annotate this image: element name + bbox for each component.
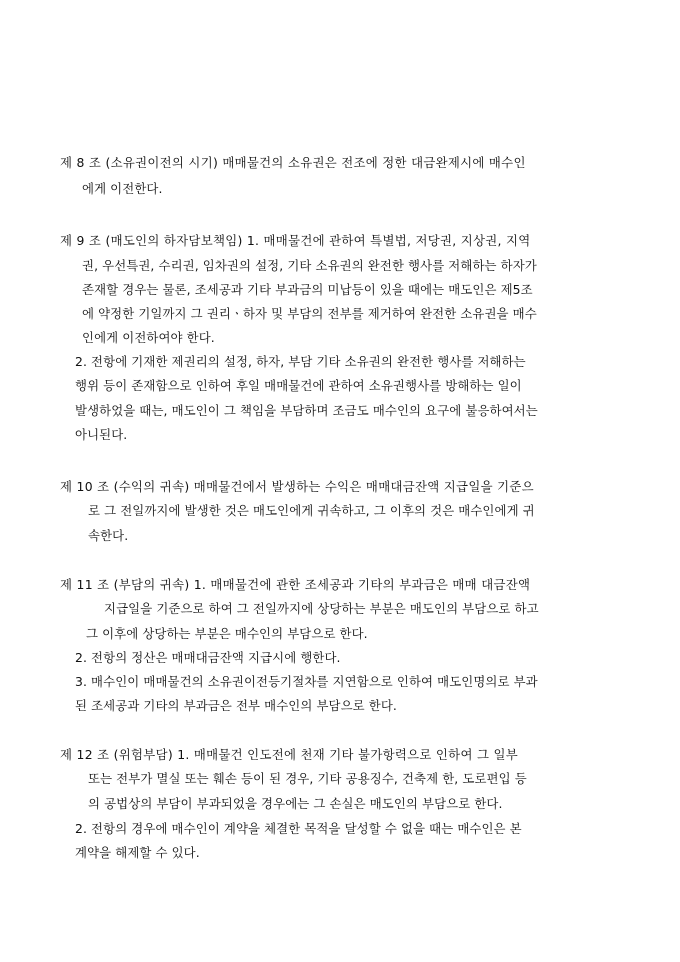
article-8-heading-line: 제 8 조 (소유권이전의 시기) 매매물건의 소유권은 전조에 정한 대금완제시에 매수인 (60, 155, 526, 170)
article-12-line: 계약을 해제할 수 있다. (75, 845, 200, 860)
article-12-line: 의 공법상의 부담이 부과되었을 경우에는 그 손실은 매도인의 부담으로 한다. (88, 796, 503, 811)
article-9-line: 인에게 이전하여야 한다. (82, 330, 215, 345)
article-11-clause-3-line: 3. 매수인이 매매물건의 소유권이전등기절차를 지연함으로 인하여 매도인명의로 부과 (75, 674, 538, 689)
article-9-line: 발생하었을 때는, 매도인이 그 책임을 부담하며 조금도 매수인의 요구에 불응하여서는 (75, 403, 538, 418)
article-11-heading-line: 제 11 조 (부담의 귀속) 1. 매매물건에 관한 조세공과 기타의 부과금은 매매 대금잔액 (60, 577, 531, 592)
article-10-line: 속한다. (88, 528, 129, 543)
article-11-line: 된 조세공과 기타의 부과금은 전부 매수인의 부담으로 한다. (75, 698, 397, 713)
article-9-clause-2-line: 2. 전항에 기재한 제권리의 설정, 하자, 부담 기타 소유권의 완전한 행사를 저해하는 (75, 354, 526, 369)
article-12-heading-line: 제 12 조 (위험부담) 1. 매매물건 인도전에 천재 기타 불가항력으로 인하여 그 일부 (60, 747, 518, 762)
article-8-line: 에게 이전한다. (82, 181, 163, 196)
article-10-line: 로 그 전일까지에 발생한 것은 매도인에게 귀속하고, 그 이후의 것은 매수인에게 귀 (88, 503, 535, 518)
article-9-line: 에 약정한 기일까지 그 권리ㆍ하자 및 부담의 전부를 제거하여 완전한 소유권을 매수 (82, 306, 537, 321)
article-11-line: 지급일을 기준으로 하여 그 전일까지에 상당하는 부분은 매도인의 부담으로 하고 (104, 601, 539, 616)
article-9-line: 권, 우선특권, 수리권, 임차권의 설정, 기타 소유권의 완전한 행사를 저해하는 하자가 (82, 258, 537, 273)
article-11-line: 그 이후에 상당하는 부분은 매수인의 부담으로 한다. (86, 626, 368, 641)
article-9-line: 행위 등이 존재함으로 인하여 후일 매매물건에 관하여 소유권행사를 방해하는 일이 (75, 378, 522, 393)
article-9-line: 존재할 경우는 물론, 조세공과 기타 부과금의 미납등이 있을 때에는 매도인은 제5조 (82, 282, 533, 297)
article-10-heading-line: 제 10 조 (수익의 귀속) 매매물건에서 발생하는 수익은 매매대금잔액 지급일을 기준으 (60, 479, 534, 494)
article-12-line: 또는 전부가 멸실 또는 훼손 등이 된 경우, 기타 공용징수, 건축제 한, 도로편입 등 (88, 771, 527, 786)
article-12-clause-2-line: 2. 전항의 경우에 매수인이 계약을 체결한 목적을 달성할 수 없을 때는 매수인은 본 (75, 821, 522, 836)
article-11-clause-2-line: 2. 전항의 정산은 매매대금잔액 지급시에 행한다. (75, 650, 341, 665)
article-9-line: 아니된다. (75, 427, 128, 442)
article-9-heading-line: 제 9 조 (매도인의 하자담보책임) 1. 매매물건에 관하여 특별법, 저당권, 지상권, 지역 (60, 233, 531, 248)
